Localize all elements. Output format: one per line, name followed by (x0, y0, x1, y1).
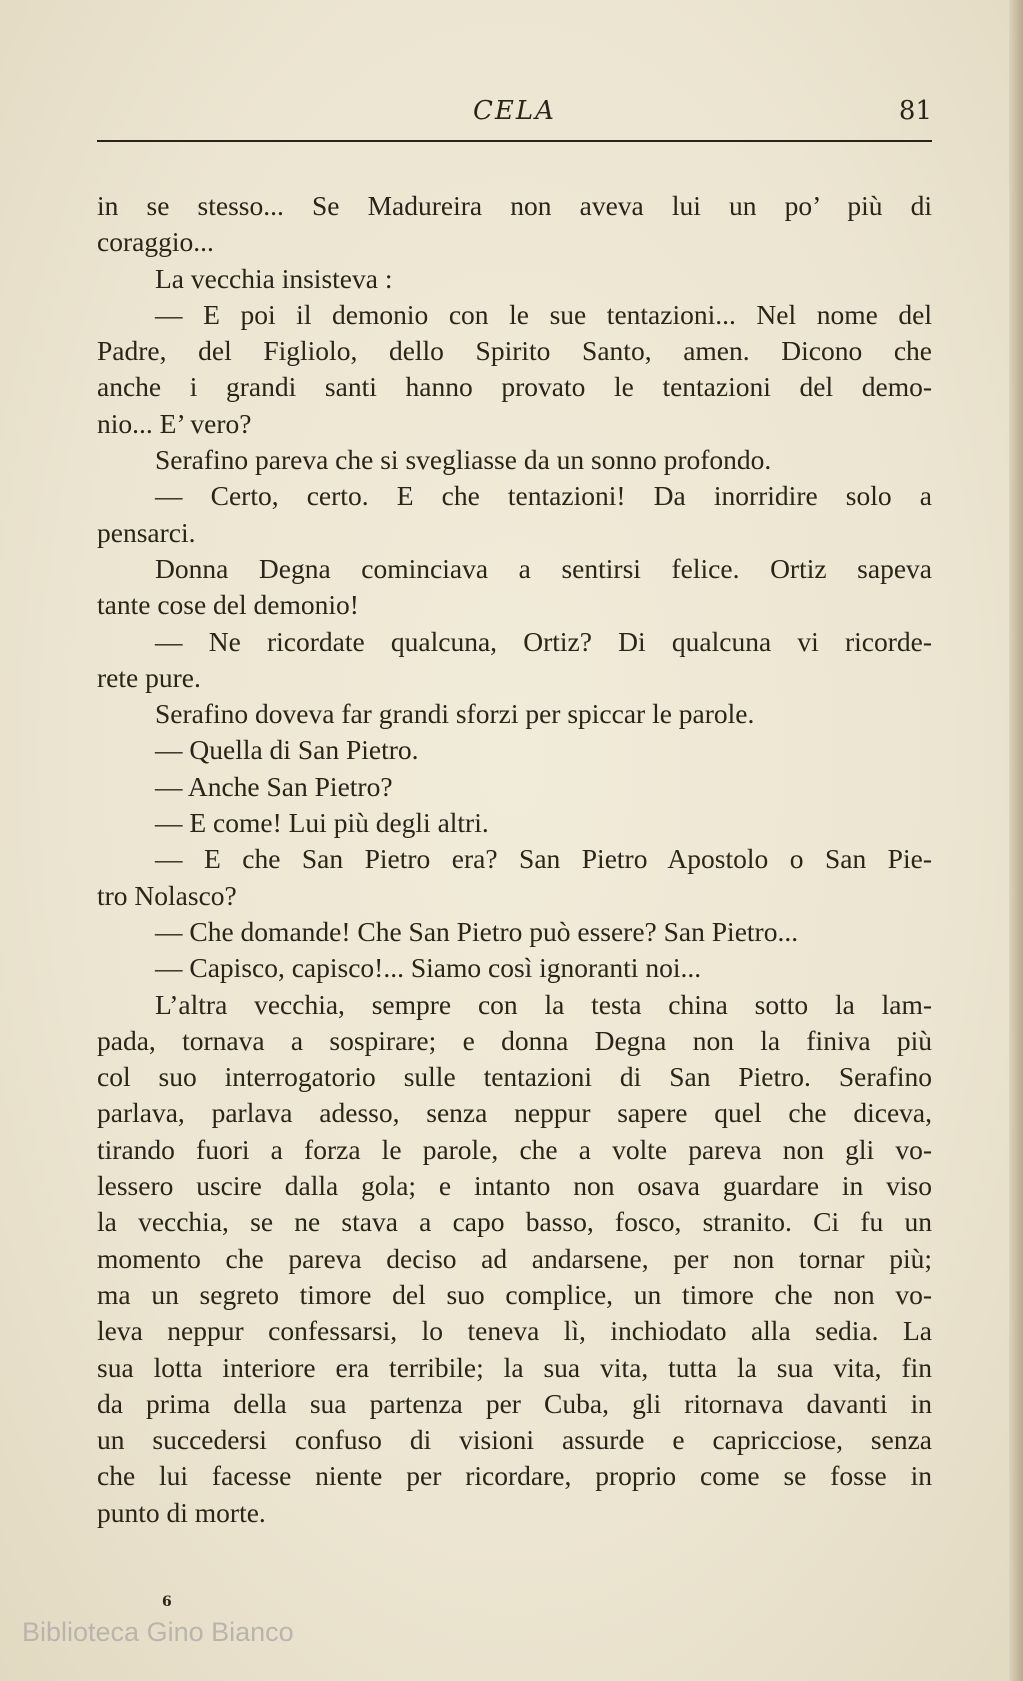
text-line: — Quella di San Pietro. (155, 734, 419, 766)
text-line: — Anche San Pietro? (155, 770, 393, 802)
text-line: Padre, del Figliolo, dello Spirito Santo, amen. Dicono che (97, 335, 932, 367)
text-line: — Ne ricordate qualcuna, Ortiz? Di qualcuna vi ricorde- (155, 625, 932, 657)
text-line: col suo interrogatorio sulle tentazioni di San Pietro. Serafino (97, 1061, 932, 1093)
text-line: punto di morte. (97, 1496, 266, 1528)
text-line: nio... E’ vero? (97, 407, 252, 439)
text-line: in se stesso... Se Madureira non aveva lui un po’ più di (97, 190, 932, 221)
page-header (97, 94, 932, 142)
text-line: Donna Degna cominciava a sentirsi felice. Ortiz sapeva (155, 552, 932, 584)
text-line: sua lotta interiore era terribile; la sua vita, tutta la sua vita, fin (97, 1351, 932, 1383)
text-line: la vecchia, se ne stava a capo basso, fosco, stranito. Ci fu un (97, 1206, 932, 1238)
text-line: — Che domande! Che San Pietro può essere? San Pietro... (155, 915, 799, 947)
page-edge-shadow (1009, 0, 1023, 1681)
text-line: parlava, parlava adesso, senza neppur sapere quel che diceva, (97, 1097, 932, 1129)
text-line: — Capisco, capisco!... Siamo così ignoranti noi... (155, 952, 702, 984)
text-line: — E come! Lui più degli altri. (155, 807, 489, 839)
text-line: tirando fuori a forza le parole, che a volte pareva non gli vo- (97, 1133, 932, 1165)
text-line: che lui facesse niente per ricordare, proprio come se fosse in (97, 1460, 932, 1492)
text-line: Serafino pareva che si svegliasse da un sonno profondo. (155, 444, 772, 476)
running-title: CELA (473, 96, 556, 126)
signature-mark: 6 (162, 1594, 172, 1610)
text-line: — E che San Pietro era? San Pietro Apostolo o San Pie- (155, 843, 932, 875)
text-line: pensarci. (97, 516, 196, 548)
text-line: anche i grandi santi hanno provato le tentazioni del demo- (97, 371, 932, 403)
text-line: lessero uscire dalla gola; e intanto non osava guardare in viso (97, 1170, 932, 1202)
text-line: ma un segreto timore del suo complice, un timore che non vo- (97, 1278, 932, 1310)
library-watermark: Biblioteca Gino Bianco (22, 1617, 294, 1647)
text-line: Serafino doveva far grandi sforzi per spiccar le parole. (155, 698, 755, 730)
page-number: 81 (898, 96, 932, 126)
text-line: rete pure. (97, 661, 201, 693)
text-line: coraggio... (97, 226, 214, 258)
text-line: da prima della sua partenza per Cuba, gli ritornava davanti in (97, 1387, 932, 1419)
text-line: pada, tornava a sospirare; e donna Degna non la finiva più (97, 1024, 932, 1056)
text-line: La vecchia insisteva : (155, 262, 393, 294)
text-line: — Certo, certo. E che tentazioni! Da inorridire solo a (155, 480, 932, 512)
text-line: momento che pareva deciso ad andarsene, per non tornar più; (97, 1242, 932, 1274)
body-text (97, 188, 932, 1531)
text-line: tro Nolasco? (97, 879, 237, 911)
text-line: L’altra vecchia, sempre con la testa china sotto la lam- (155, 988, 932, 1020)
text-line: leva neppur confessarsi, lo teneva lì, inchiodato alla sedia. La (97, 1315, 932, 1347)
text-line: — E poi il demonio con le sue tentazioni... Nel nome del (155, 298, 932, 330)
text-line: tante cose del demonio! (97, 589, 359, 621)
text-line: un succedersi confuso di visioni assurde e capricciose, senza (97, 1424, 932, 1456)
